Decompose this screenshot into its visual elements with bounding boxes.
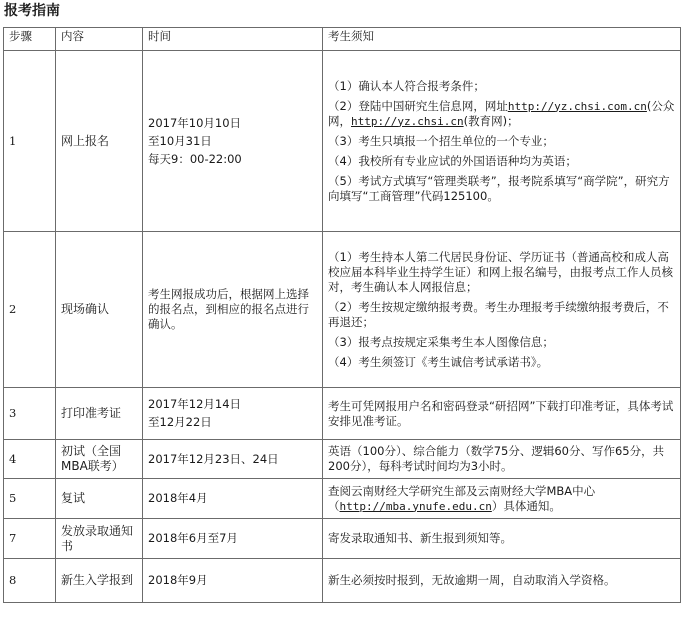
time-line: 2018年9月: [148, 573, 208, 587]
time-cell: [143, 519, 323, 559]
notes-cell: [323, 51, 681, 232]
note-item: （3）考生只填报一个招生单位的一个专业；: [328, 133, 554, 148]
notes-cell: [323, 232, 681, 388]
note-item: （3）报考点按规定采集考生本人图像信息；: [328, 334, 554, 349]
content-cell: 打印准考证: [56, 388, 143, 440]
mba-center-link[interactable]: http://mba.ynufe.edu.cn: [339, 499, 492, 513]
page-title: 报考指南: [4, 3, 60, 19]
column-header-step: 步骤: [4, 28, 56, 51]
time-cell: [143, 232, 323, 388]
time-cell: [143, 479, 323, 519]
table-row: [4, 51, 681, 232]
content-cell: 新生入学报到: [56, 559, 143, 603]
column-header-content: 内容: [56, 28, 143, 51]
note-item: （5）考试方式填写“管理类联考”，报考院系填写“商学院”，研究方向填写“工商管理”代码125100。: [328, 173, 670, 203]
table-row: [4, 232, 681, 388]
table-header-row: [4, 28, 681, 51]
column-header-time: 时间: [143, 28, 323, 51]
time-cell: [143, 559, 323, 603]
content-cell: 网上报名: [56, 51, 143, 232]
time-line: 2017年10月10日: [148, 115, 242, 130]
note-item: （2）登陆中国研究生信息网，网址http://yz.chsi.com.cn(公众网，http://yz.chsi.cn(教育网)；: [328, 98, 675, 128]
notes-cell: [323, 519, 681, 559]
time-line: 至12月22日: [148, 415, 212, 429]
note-item: （4）我校所有专业应试的外国语语种均为英语；: [328, 153, 577, 168]
time-line: 每天9：00-22:00: [148, 151, 242, 166]
notes-cell: [323, 440, 681, 479]
time-cell: [143, 51, 323, 232]
content-cell: 现场确认: [56, 232, 143, 388]
content-cell: 初试（全国MBA联考）: [56, 440, 143, 479]
time-cell: [143, 388, 323, 440]
time-line: 2017年12月14日: [148, 397, 242, 411]
table-row: [4, 479, 681, 519]
step-cell: 5: [4, 479, 56, 519]
table-row: [4, 440, 681, 479]
chsi-education-link[interactable]: http://yz.chsi.cn: [351, 114, 464, 128]
time-line: 2018年4月: [148, 491, 208, 505]
chsi-public-link[interactable]: http://yz.chsi.com.cn: [507, 99, 647, 113]
step-cell: 8: [4, 559, 56, 603]
time-line: 2017年12月23日、24日: [148, 451, 279, 466]
time-line: 考生网报成功后，根据网上选择的报名点，到相应的报名点进行确认。: [148, 287, 309, 331]
content-cell: 复试: [56, 479, 143, 519]
note-item: （2）考生按规定缴纳报考费。考生办理报考手续缴纳报考费后，不再退还；: [328, 299, 669, 329]
column-header-notes: 考生须知: [323, 28, 681, 51]
step-cell: 2: [4, 232, 56, 388]
note-item: （1）确认本人符合报考条件；: [328, 78, 485, 93]
content-cell: 发放录取通知书: [56, 519, 143, 559]
step-cell: 4: [4, 440, 56, 479]
note-item: （4）考生须签订《考生诚信考试承诺书》。: [328, 354, 549, 369]
registration-guide-table: [3, 27, 681, 603]
table-row: [4, 559, 681, 603]
note-item: 考生可凭网报用户名和密码登录“研招网”下载打印准考证，具体考试安排见准考证。: [328, 398, 674, 428]
table-row: [4, 519, 681, 559]
note-item: （1）考生持本人第二代居民身份证、学历证书（普通高校和成人高校应届本科毕业生持学生证）和网上报名编号，由报考点工作人员核对，考生确认本人网报信息；: [328, 249, 673, 294]
notes-cell: [323, 388, 681, 440]
notes-cell: [323, 559, 681, 603]
note-item: 查阅云南财经大学研究生部及云南财经大学MBA中心（http://mba.ynufe.edu.cn）具体通知。: [328, 483, 596, 513]
table-row: [4, 388, 681, 440]
note-item: 英语（100分）、综合能力（数学75分、逻辑60分、写作65分，共200分），每科考试时间均为3小时。: [328, 444, 665, 473]
note-item: 寄发录取通知书、新生报到须知等。: [328, 531, 512, 545]
step-cell: 3: [4, 388, 56, 440]
time-line: 2018年6月至7月: [148, 531, 238, 545]
step-cell: 7: [4, 519, 56, 559]
time-line: 至10月31日: [148, 133, 212, 148]
note-item: 新生必须按时报到，无故逾期一周，自动取消入学资格。: [328, 573, 616, 587]
step-cell: 1: [4, 51, 56, 232]
notes-cell: [323, 479, 681, 519]
time-cell: [143, 440, 323, 479]
